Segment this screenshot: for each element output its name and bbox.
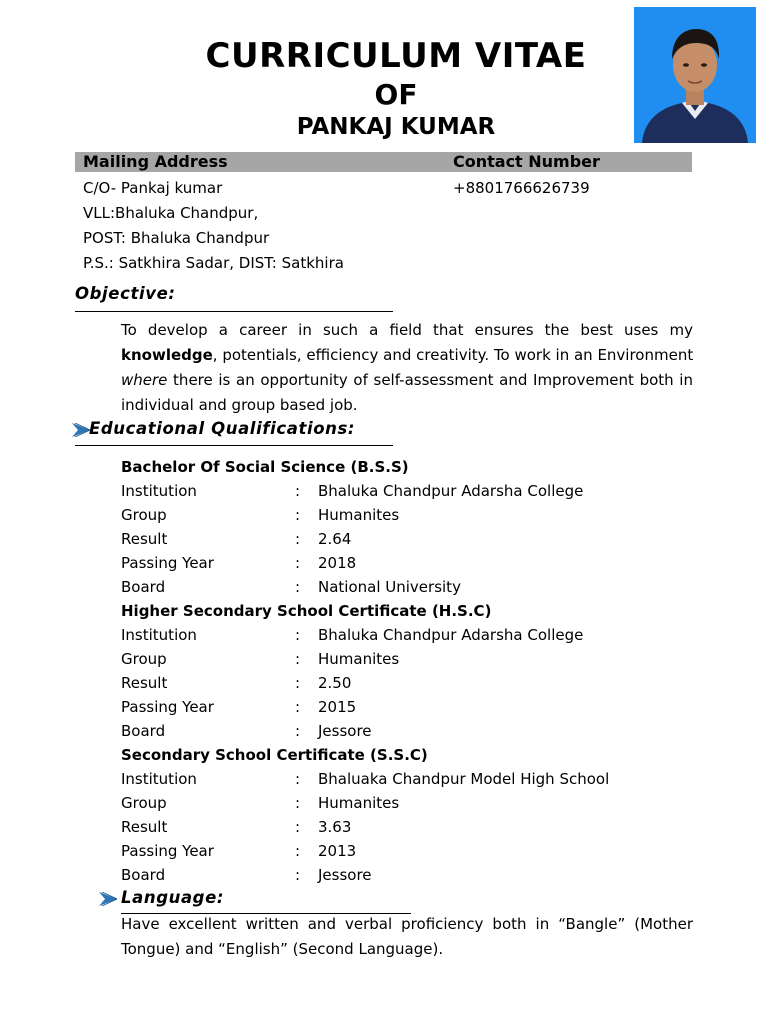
education-field-colon: :	[295, 482, 301, 500]
education-field-colon: :	[295, 626, 301, 644]
education-row	[121, 527, 721, 551]
education-heading: Educational Qualifications:	[89, 419, 356, 438]
education-field-value: Humanites	[318, 506, 400, 524]
mailing-address-label: Mailing Address	[83, 152, 228, 171]
education-row	[121, 671, 721, 695]
education-field-colon: :	[295, 674, 301, 692]
education-list	[121, 455, 721, 887]
objective-line: knowledge, potentials, efficiency and creativity. To work in an Environment	[121, 346, 694, 364]
education-field-label: Result	[121, 818, 168, 836]
education-field-colon: :	[295, 650, 301, 668]
education-row	[121, 551, 721, 575]
objective-line: To develop a career in such a field that ensures the best uses my	[121, 321, 693, 339]
education-field-value: 2.64	[318, 530, 352, 548]
degree-title: Higher Secondary School Certificate (H.S.C)	[121, 602, 492, 620]
education-row	[121, 503, 721, 527]
objective-underline	[75, 311, 393, 312]
address-line: P.S.: Satkhira Sadar, DIST: Satkhira	[83, 254, 344, 272]
objective-heading: Objective:	[75, 284, 176, 303]
education-row	[121, 695, 721, 719]
address-line: C/O- Pankaj kumar	[83, 179, 223, 197]
education-field-colon: :	[295, 554, 301, 572]
education-field-colon: :	[295, 866, 301, 884]
arrow-bullet-icon	[72, 423, 90, 437]
profile-photo	[634, 7, 756, 143]
degree-title: Secondary School Certificate (S.S.C)	[121, 746, 428, 764]
education-row	[121, 767, 721, 791]
education-field-value: 3.63	[318, 818, 352, 836]
language-heading: Language:	[121, 888, 225, 907]
education-field-label: Group	[121, 506, 167, 524]
education-row	[121, 839, 721, 863]
address-line: VLL:Bhaluka Chandpur,	[83, 204, 259, 222]
education-row	[121, 623, 721, 647]
education-field-value: 2018	[318, 554, 357, 572]
education-field-colon: :	[295, 794, 301, 812]
education-field-label: Institution	[121, 626, 197, 644]
education-field-label: Passing Year	[121, 554, 214, 572]
education-field-value: National University	[318, 578, 461, 596]
education-field-value: 2015	[318, 698, 357, 716]
contact-number-label: Contact Number	[453, 152, 600, 171]
education-field-label: Group	[121, 650, 167, 668]
education-field-colon: :	[295, 770, 301, 788]
education-field-value: 2.50	[318, 674, 352, 692]
objective-italic-word: where	[121, 371, 168, 389]
education-field-label: Board	[121, 578, 166, 596]
education-field-value: Humanites	[318, 650, 400, 668]
education-field-value: Bhaluka Chandpur Adarsha College	[318, 482, 584, 500]
education-field-label: Result	[121, 674, 168, 692]
objective-bold-word: knowledge	[121, 346, 213, 364]
education-row	[121, 815, 721, 839]
education-field-colon: :	[295, 818, 301, 836]
education-underline	[75, 445, 393, 446]
education-row	[121, 479, 721, 503]
education-field-label: Board	[121, 722, 166, 740]
cv-title: CURRICULUM VITAE	[205, 36, 587, 76]
education-field-value: Bhaluaka Chandpur Model High School	[318, 770, 610, 788]
education-field-value: Jessore	[318, 866, 372, 884]
education-field-colon: :	[295, 698, 301, 716]
education-field-label: Group	[121, 794, 167, 812]
objective-line: where there is an opportunity of self-assessment and Improvement both in	[121, 371, 693, 389]
applicant-name: PANKAJ KUMAR	[296, 114, 496, 140]
degree-title: Bachelor Of Social Science (B.S.S)	[121, 458, 409, 476]
education-row	[121, 719, 721, 743]
education-field-value: Jessore	[318, 722, 372, 740]
education-field-value: Bhaluka Chandpur Adarsha College	[318, 626, 584, 644]
language-line: Have excellent written and verbal proficiency both in “Bangle” (Mother	[121, 915, 693, 933]
education-field-label: Board	[121, 866, 166, 884]
education-field-colon: :	[295, 506, 301, 524]
education-field-value: 2013	[318, 842, 357, 860]
language-paragraph	[121, 912, 693, 962]
phone-number: +8801766626739	[453, 179, 590, 197]
cv-of-text: OF	[374, 78, 418, 111]
education-row	[121, 863, 721, 887]
education-field-label: Passing Year	[121, 842, 214, 860]
education-field-colon: :	[295, 530, 301, 548]
address-line: POST: Bhaluka Chandpur	[83, 229, 270, 247]
education-row	[121, 575, 721, 599]
arrow-bullet-icon	[99, 892, 117, 906]
objective-paragraph	[121, 318, 693, 418]
education-field-label: Result	[121, 530, 168, 548]
language-line: Tongue) and “English” (Second Language).	[121, 940, 444, 958]
education-row	[121, 647, 721, 671]
education-field-label: Passing Year	[121, 698, 214, 716]
education-field-colon: :	[295, 842, 301, 860]
education-field-label: Institution	[121, 482, 197, 500]
objective-line: individual and group based job.	[121, 396, 358, 414]
education-row	[121, 791, 721, 815]
education-field-colon: :	[295, 578, 301, 596]
education-field-value: Humanites	[318, 794, 400, 812]
education-field-label: Institution	[121, 770, 197, 788]
education-field-colon: :	[295, 722, 301, 740]
